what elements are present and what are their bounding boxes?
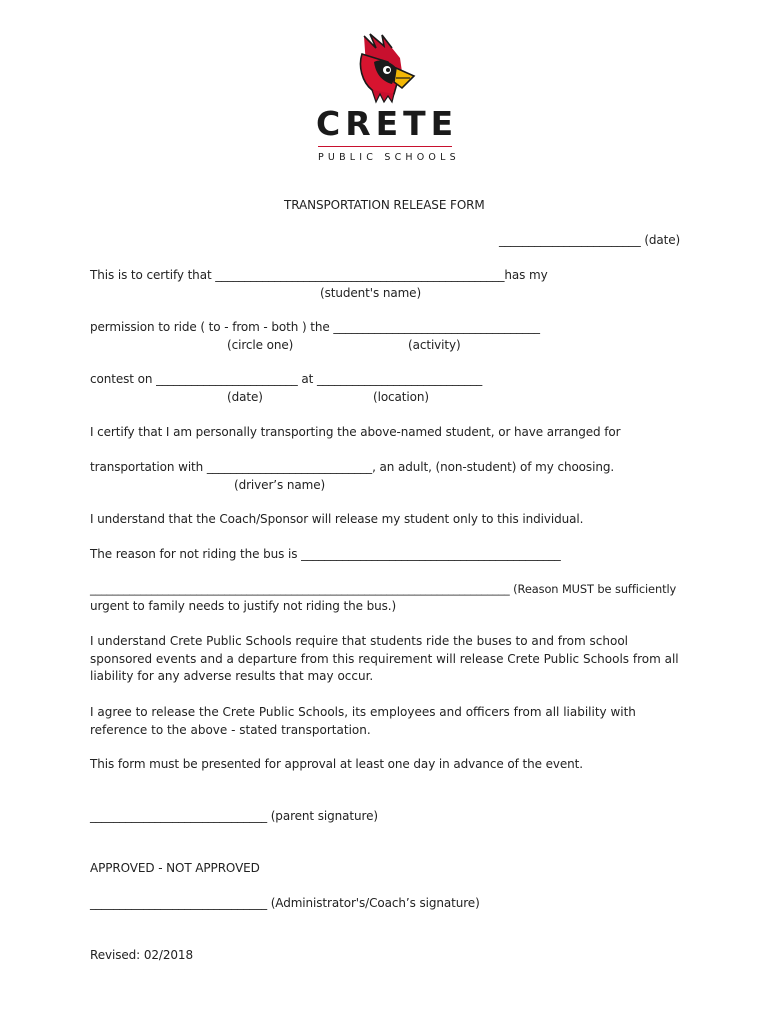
reason-line: The reason for not riding the bus is ____________________________________________ (90, 547, 561, 561)
date-caption: (date) (227, 390, 263, 404)
revised-date: Revised: 02/2018 (90, 948, 193, 962)
logo-subtitle: PUBLIC SCHOOLS (318, 152, 460, 163)
admin-signature-line: ______________________________ (Administrator's/Coach’s signature) (90, 896, 480, 910)
form-title: TRANSPORTATION RELEASE FORM (284, 198, 485, 212)
transport-with-line: transportation with ____________________________, an adult, (non-student) of my choosing. (90, 460, 615, 474)
certify-line: This is to certify that _________________________________________________has my (90, 268, 548, 282)
certify-personal: I certify that I am personally transporting the above-named student, or have arranged for (90, 425, 621, 439)
date-line: ________________________ (date) (499, 233, 681, 247)
circle-one-caption: (circle one) (227, 338, 294, 352)
liability-paragraph: I understand Crete Public Schools require that students ride the buses to and from school sponsored events and a departure from this requirement will release Crete Public Schools from all liability for any adverse results that may occur. (90, 634, 679, 683)
parent-signature-line: ______________________________ (parent signature) (90, 809, 378, 823)
student-name-caption: (student's name) (320, 286, 422, 300)
contest-line: contest on ________________________ at ____________________________ (90, 372, 483, 386)
approval-status: APPROVED - NOT APPROVED (90, 861, 260, 875)
coach-release-statement: I understand that the Coach/Sponsor will release my student only to this individual. (90, 512, 584, 526)
location-caption: (location) (373, 390, 429, 404)
activity-caption: (activity) (408, 338, 461, 352)
reason-continuation-2: urgent to family needs to justify not riding the bus.) (90, 599, 397, 613)
release-paragraph: I agree to release the Crete Public Schools, its employees and officers from all liability with reference to the above - stated transportation. (90, 705, 636, 737)
reason-continuation: ___________________________________________________________________________ (Reason MUST be sufficiently (90, 582, 677, 596)
cardinal-mascot-icon (352, 32, 418, 104)
permission-line: permission to ride ( to - from - both ) the ___________________________________ (90, 320, 540, 334)
driver-caption: (driver’s name) (234, 478, 326, 492)
logo-divider (318, 146, 452, 147)
logo-wordmark: CRETE (316, 104, 459, 143)
advance-notice: This form must be presented for approval at least one day in advance of the event. (90, 757, 583, 771)
